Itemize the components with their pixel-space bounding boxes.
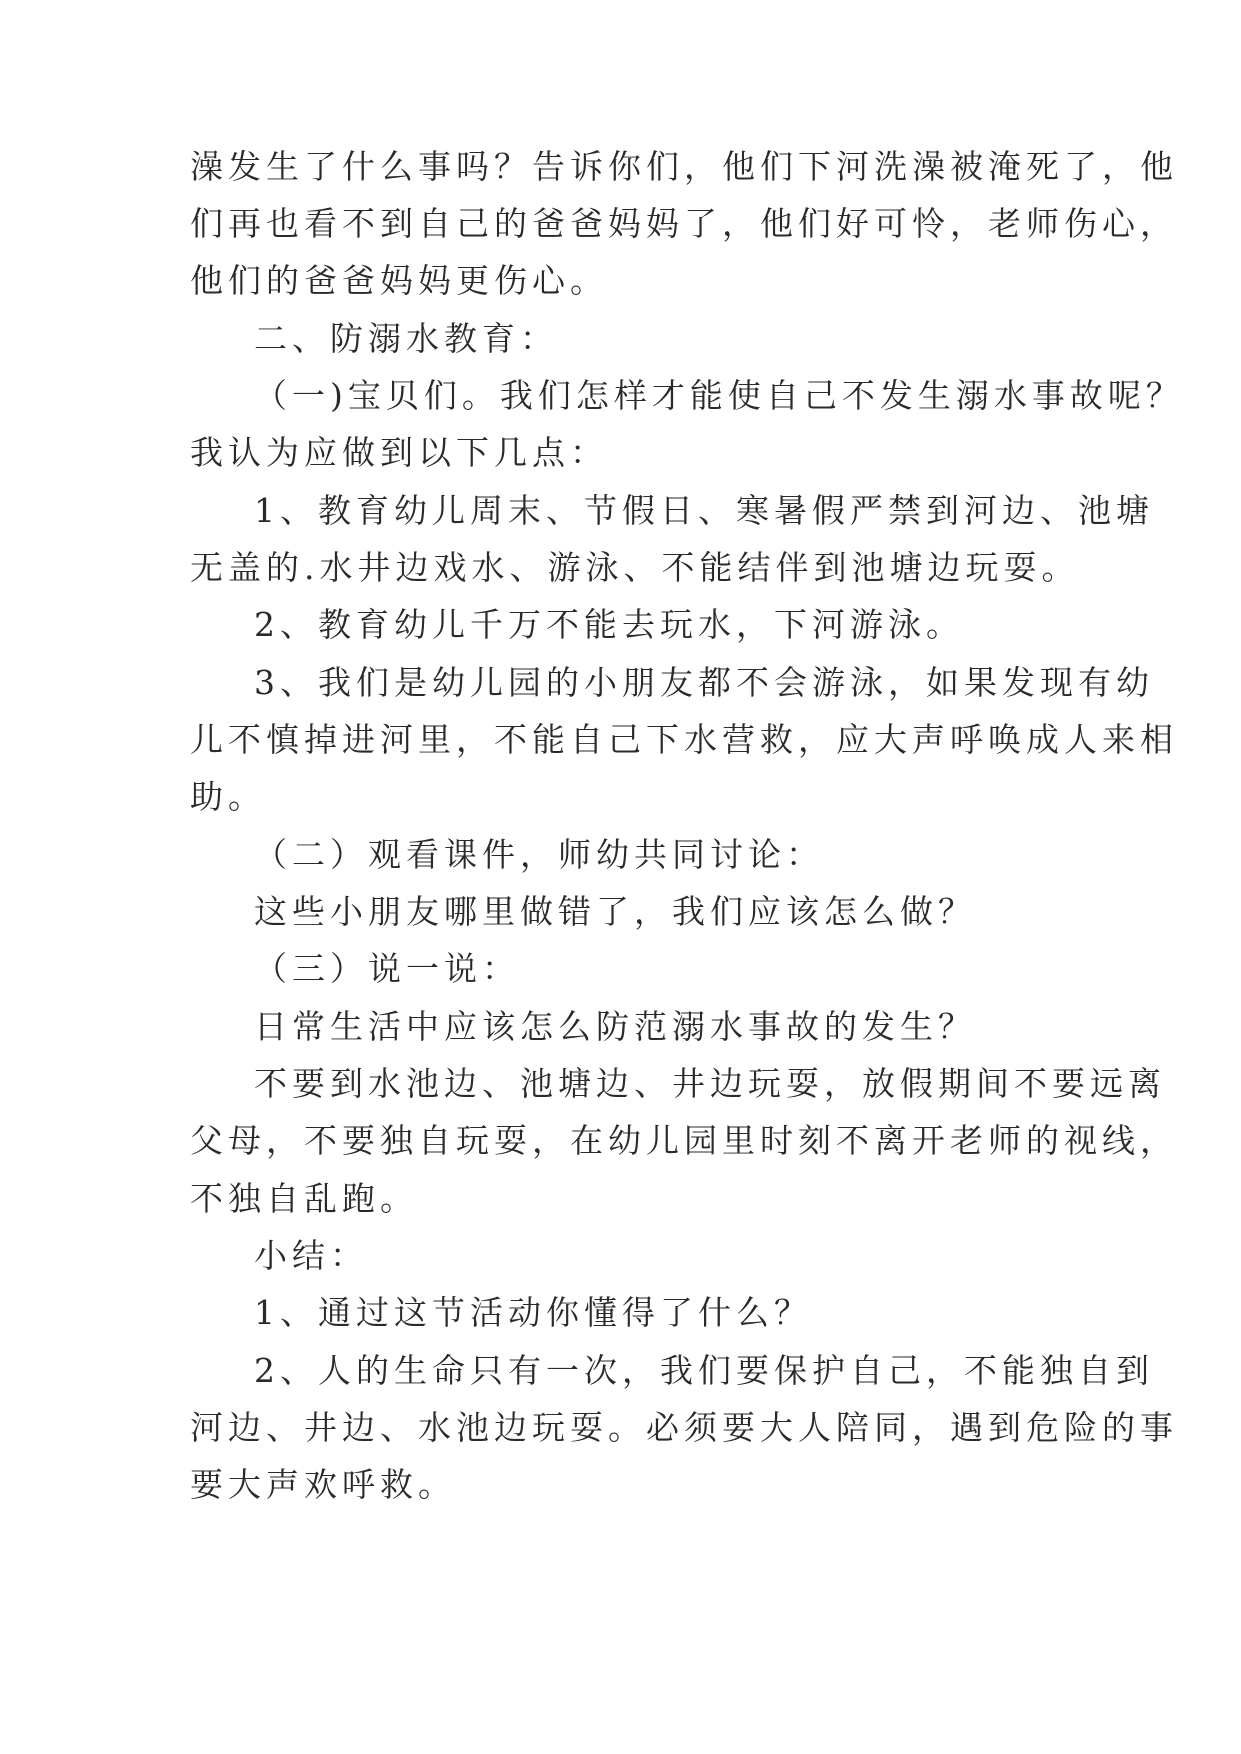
subsection-heading: （三）说一说： — [254, 949, 520, 988]
text-line: 澡发生了什么事吗？告诉你们，他们下河洗澡被淹死了，他 — [190, 147, 1178, 186]
list-item: 3、我们是幼儿园的小朋友都不会游泳，如果发现有幼 — [254, 663, 1154, 702]
text-line: 无盖的.水井边戏水、游泳、不能结伴到池塘边玩耍。 — [190, 548, 1080, 587]
text-line: 们再也看不到自己的爸爸妈妈了，他们好可怜，老师伤心， — [190, 204, 1178, 243]
text-line: 要大声欢呼救。 — [190, 1465, 456, 1504]
text-line: 不要到水池边、池塘边、井边玩耍，放假期间不要远离 — [254, 1064, 1166, 1103]
text-line: 不独自乱跑。 — [190, 1179, 418, 1218]
text-line: 我认为应做到以下几点： — [190, 433, 608, 472]
text-line: 父母，不要独自玩耍，在幼儿园里时刻不离开老师的视线， — [190, 1121, 1178, 1160]
subsection-heading: （一)宝贝们。我们怎样才能使自己不发生溺水事故呢？ — [254, 376, 1184, 415]
text-line: 助。 — [190, 777, 266, 816]
section-heading: 二、防溺水教育： — [254, 319, 558, 358]
summary-heading: 小结： — [254, 1236, 368, 1275]
text-line: 日常生活中应该怎么防范溺水事故的发生？ — [254, 1007, 976, 1046]
text-line: 他们的爸爸妈妈更伤心。 — [190, 261, 608, 300]
text-line: 儿不慎掉进河里，不能自己下水营救，应大声呼唤成人来相 — [190, 720, 1178, 759]
text-line: 这些小朋友哪里做错了，我们应该怎么做？ — [254, 892, 976, 931]
list-item: 2、教育幼儿千万不能去玩水，下河游泳。 — [254, 605, 964, 644]
subsection-heading: （二）观看课件，师幼共同讨论： — [254, 835, 824, 874]
text-line: 河边、井边、水池边玩耍。必须要大人陪同，遇到危险的事 — [190, 1408, 1178, 1447]
list-item: 1、通过这节活动你懂得了什么？ — [254, 1293, 812, 1332]
list-item: 1、教育幼儿周末、节假日、寒暑假严禁到河边、池塘 — [254, 491, 1154, 530]
list-item: 2、人的生命只有一次，我们要保护自己，不能独自到 — [254, 1351, 1154, 1390]
